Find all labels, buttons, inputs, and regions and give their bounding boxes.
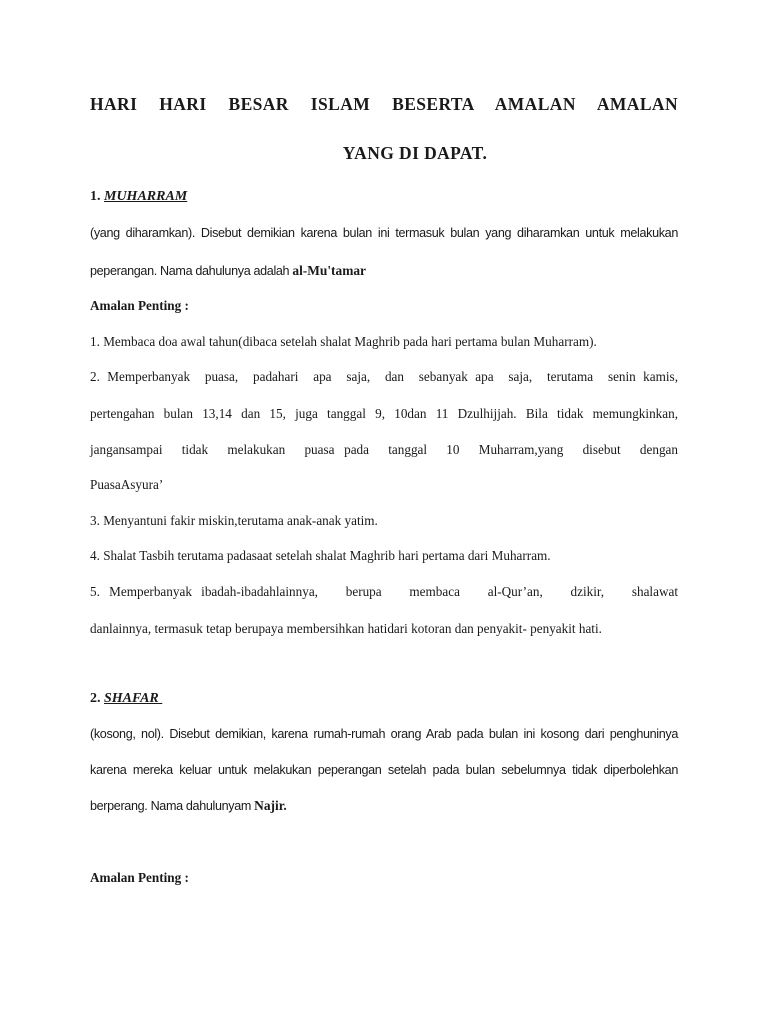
amalan-item-1: 1. Membaca doa awal tahun(dibaca setelah shalat Maghrib pada hari pertama bulan Muharram). xyxy=(90,334,597,349)
muharram-old-name: al-Mu'tamar xyxy=(292,263,367,278)
muharram-description-line-2: peperangan. Nama dahulunya adalah al-Mu'tamar xyxy=(90,263,367,278)
section-heading-shafar xyxy=(90,690,678,707)
shafar-description-line-3: berperang. Nama dahulunyam Najir. xyxy=(90,798,287,813)
muharram-description-line-1: (yang diharamkan). Disebut demikian karena bulan ini termasuk bulan yang diharamkan untuk melakukan xyxy=(90,226,678,240)
shafar-amalan-heading: Amalan Penting : xyxy=(90,870,189,885)
section-name: MUHARRAM xyxy=(104,189,188,204)
document-title-line-2: YANG DI DAPAT. xyxy=(342,143,488,163)
section-heading-muharram xyxy=(90,188,678,205)
amalan-item-4: 4. Shalat Tasbih terutama padasaat setelah shalat Maghrib hari pertama dari Muharram. xyxy=(90,548,551,563)
shafar-old-name: Najir. xyxy=(254,798,287,813)
section-number: 2. xyxy=(90,691,101,706)
muharram-amalan-heading: Amalan Penting : xyxy=(90,298,189,313)
shafar-description-line-1: (kosong, nol). Disebut demikian, karena rumah-rumah orang Arab pada bulan ini kosong dari penghuninya xyxy=(90,727,678,741)
shafar-description-line-2: karena mereka keluar untuk melakukan peperangan setelah pada bulan sebelumnya tidak diperbolehkan xyxy=(90,763,678,777)
amalan-item-3: 3. Menyantuni fakir miskin,terutama anak-anak yatim. xyxy=(90,513,378,528)
section-name: SHAFAR xyxy=(104,691,163,706)
document-title-line-1: HARI HARI BESAR ISLAM BESERTA AMALAN AMALAN xyxy=(90,94,678,114)
section-number: 1. xyxy=(90,189,101,204)
